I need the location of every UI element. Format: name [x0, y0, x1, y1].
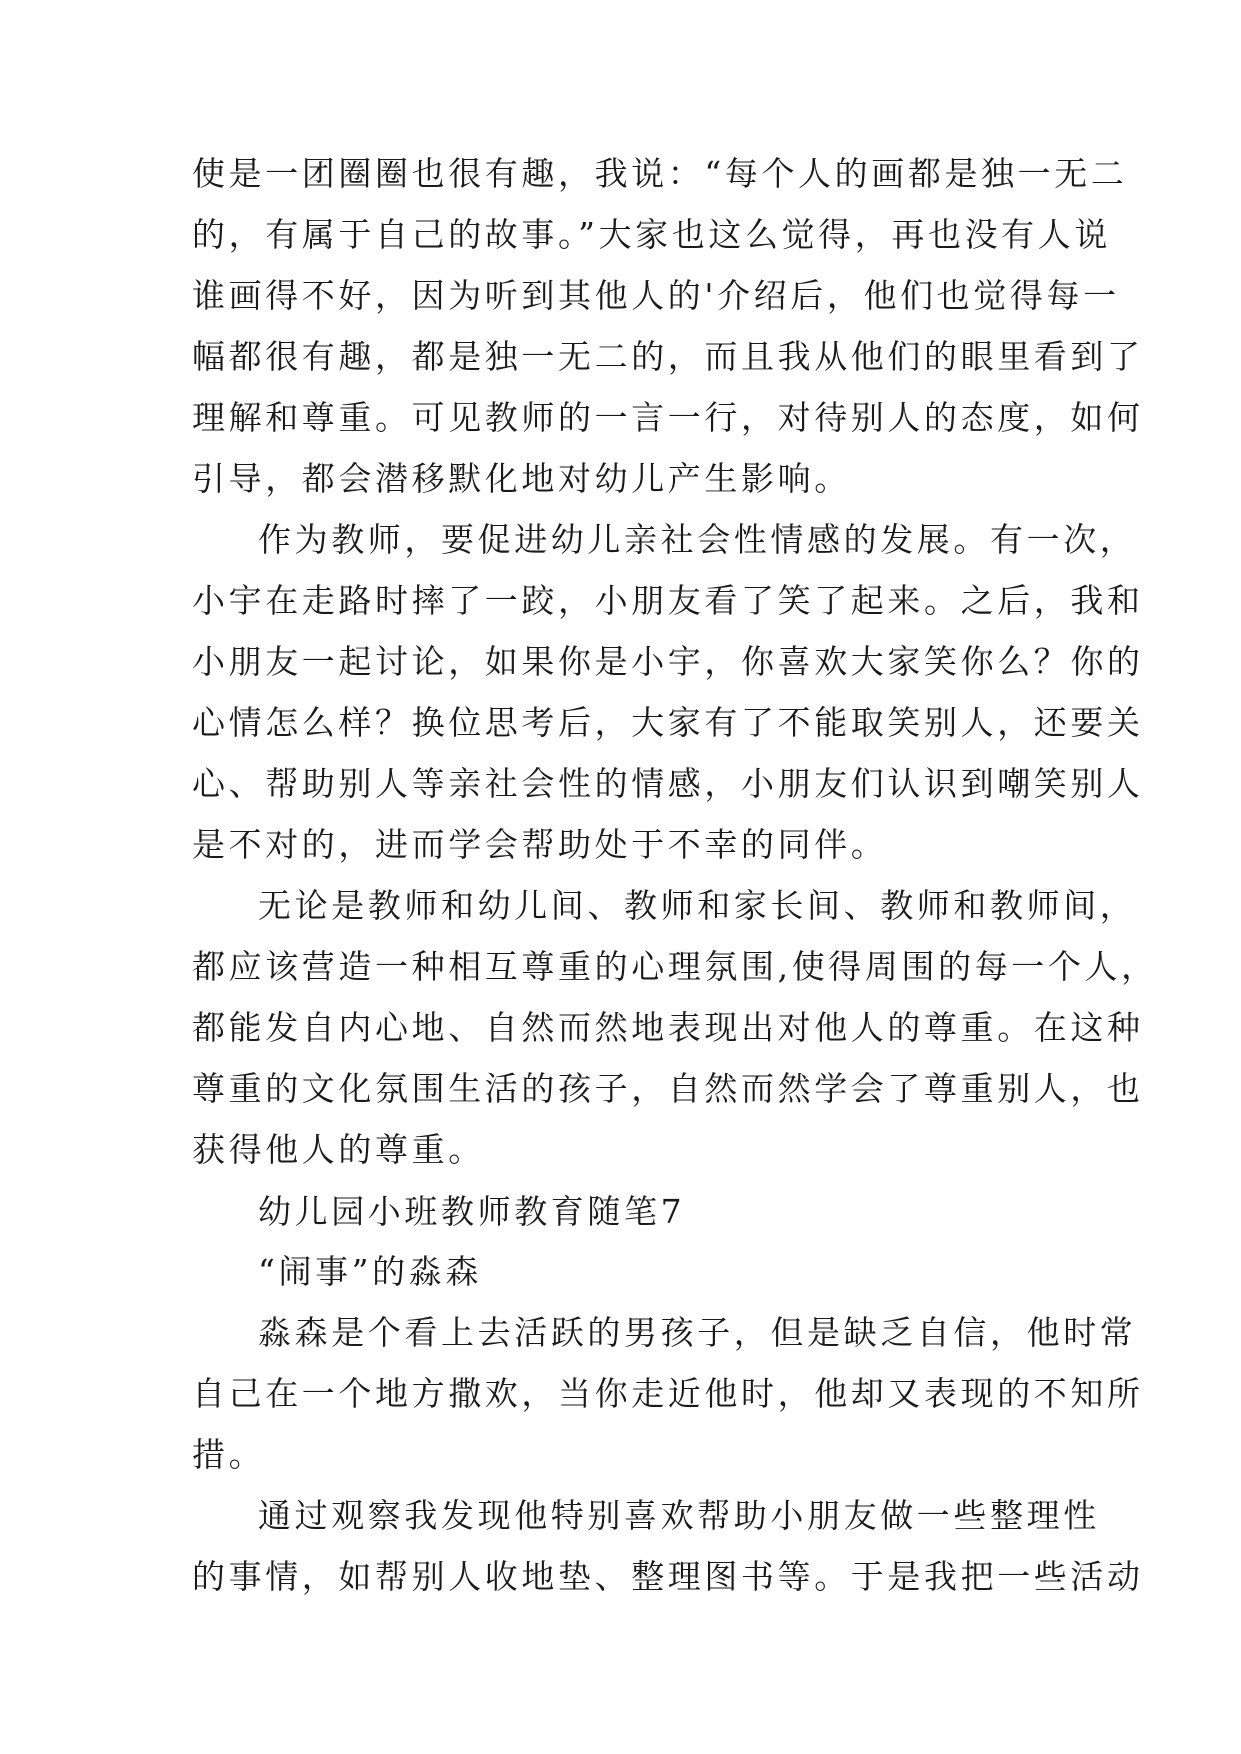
text-line: 心情怎么样？换位思考后，大家有了不能取笑别人，还要关 [192, 703, 1144, 742]
section-subtitle: “闹事”的淼森 [258, 1252, 482, 1291]
text-line: 心、帮助别人等亲社会性的情感，小朋友们认识到嘲笑别人 [192, 764, 1144, 803]
text-line: 是不对的，进而学会帮助处于不幸的同伴。 [192, 825, 888, 864]
text-line: 获得他人的尊重。 [192, 1130, 485, 1169]
paragraph-first-line: 淼森是个看上去活跃的男孩子，但是缺乏自信，他时常 [258, 1313, 1137, 1352]
paragraph-first-line: 通过观察我发现他特别喜欢帮助小朋友做一些整理性 [258, 1496, 1100, 1535]
text-line: 尊重的文化氛围生活的孩子，自然而然学会了尊重别人，也 [192, 1069, 1144, 1108]
text-line: 都能发自内心地、自然而然地表现出对他人的尊重。在这种 [192, 1008, 1144, 1047]
text-line: 自己在一个地方撒欢，当你走近他时，他却又表现的不知所 [192, 1374, 1144, 1413]
text-line: 的，有属于自己的故事。”大家也这么觉得，再也没有人说 [192, 215, 1111, 254]
text-line: 谁画得不好，因为听到其他人的'介绍后，他们也觉得每一 [192, 276, 1120, 315]
text-line: 使是一团圈圈也很有趣，我说：“每个人的画都是独一无二 [192, 154, 1128, 193]
paragraph-first-line: 无论是教师和幼儿间、教师和家长间、教师和教师间， [258, 886, 1137, 925]
text-line: 理解和尊重。可见教师的一言一行，对待别人的态度，如何 [192, 398, 1144, 437]
text-line: 小宇在走路时摔了一跤，小朋友看了笑了起来。之后，我和 [192, 581, 1144, 620]
paragraph-first-line: 作为教师，要促进幼儿亲社会性情感的发展。有一次， [258, 520, 1137, 559]
text-line: 幅都很有趣，都是独一无二的，而且我从他们的眼里看到了 [192, 337, 1144, 376]
text-line: 措。 [192, 1435, 266, 1474]
text-line: 小朋友一起讨论，如果你是小宇，你喜欢大家笑你么？你的 [192, 642, 1144, 681]
section-title: 幼儿园小班教师教育随笔7 [258, 1192, 686, 1231]
text-line: 的事情，如帮别人收地垫、整理图书等。于是我把一些活动 [192, 1557, 1144, 1596]
text-line: 都应该营造一种相互尊重的心理氛围,使得周围的每一个人， [192, 947, 1158, 986]
text-line: 引导，都会潜移默化地对幼儿产生影响。 [192, 459, 851, 498]
